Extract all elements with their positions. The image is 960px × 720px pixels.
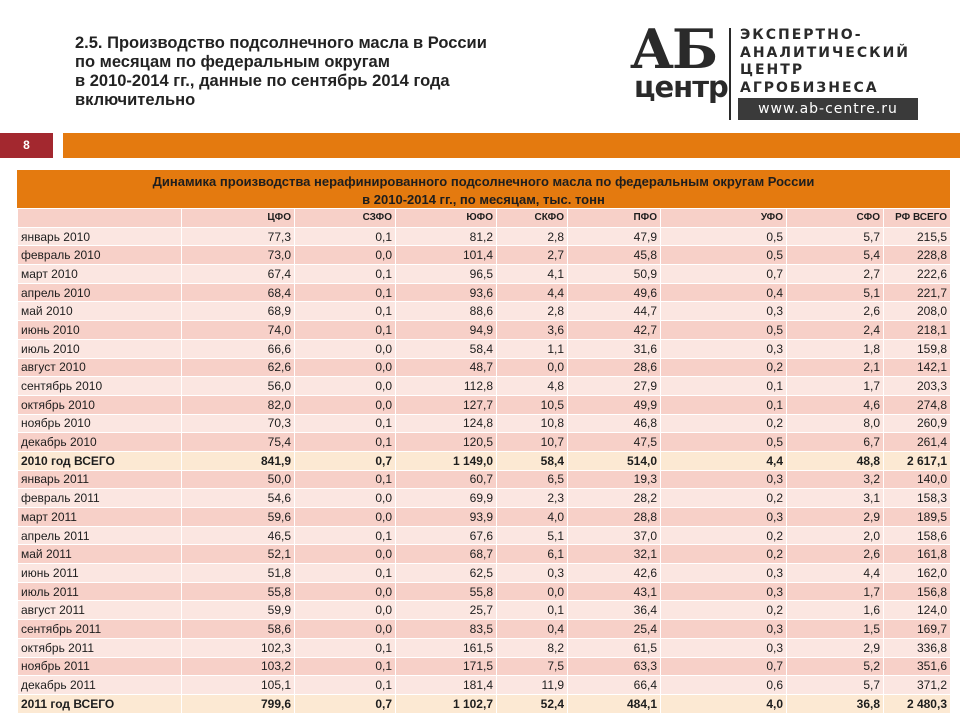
cell-value: 77,3: [182, 227, 295, 246]
table-row: [18, 564, 951, 583]
table-row: [18, 601, 951, 620]
cell-value: 68,9: [182, 302, 295, 321]
row-label: декабрь 2011: [18, 676, 182, 695]
cell-value: 162,0: [884, 564, 951, 583]
cell-value: 4,4: [497, 283, 568, 302]
cell-value: 218,1: [884, 321, 951, 340]
cell-value: 0,1: [497, 601, 568, 620]
cell-value: 52,1: [182, 545, 295, 564]
cell-value: 0,0: [295, 582, 396, 601]
cell-value: 5,7: [787, 227, 884, 246]
cell-value: 0,2: [661, 545, 787, 564]
cell-value: 68,7: [396, 545, 497, 564]
column-header: ЦФО: [182, 209, 295, 228]
cell-value: 74,0: [182, 321, 295, 340]
cell-value: 215,5: [884, 227, 951, 246]
cell-value: 112,8: [396, 377, 497, 396]
cell-value: 0,1: [661, 377, 787, 396]
logo-caption-line: АГРОБИЗНЕСА: [740, 79, 879, 96]
cell-value: 0,1: [295, 265, 396, 284]
logo-caption-line: АНАЛИТИЧЕСКИЙ: [740, 44, 911, 61]
cell-value: 0,0: [295, 395, 396, 414]
cell-value: 62,6: [182, 358, 295, 377]
cell-value: 2,8: [497, 227, 568, 246]
cell-value: 69,9: [396, 489, 497, 508]
cell-value: 124,0: [884, 601, 951, 620]
cell-value: 49,6: [568, 283, 661, 302]
cell-value: 120,5: [396, 433, 497, 452]
cell-value: 7,5: [497, 657, 568, 676]
cell-value: 208,0: [884, 302, 951, 321]
cell-value: 66,6: [182, 339, 295, 358]
row-label: 2010 год ВСЕГО: [18, 451, 182, 470]
cell-value: 101,4: [396, 246, 497, 265]
table-row: [18, 246, 951, 265]
row-label: март 2010: [18, 265, 182, 284]
cell-value: 0,2: [661, 526, 787, 545]
cell-value: 68,4: [182, 283, 295, 302]
row-label: июнь 2010: [18, 321, 182, 340]
cell-value: 0,3: [661, 638, 787, 657]
cell-value: 25,7: [396, 601, 497, 620]
data-table: [17, 208, 951, 714]
cell-value: 181,4: [396, 676, 497, 695]
cell-value: 6,5: [497, 470, 568, 489]
cell-value: 42,7: [568, 321, 661, 340]
cell-value: 36,8: [787, 694, 884, 713]
row-label: май 2010: [18, 302, 182, 321]
cell-value: 88,6: [396, 302, 497, 321]
table-row: [18, 638, 951, 657]
cell-value: 0,0: [295, 339, 396, 358]
cell-value: 0,5: [661, 321, 787, 340]
row-label: январь 2011: [18, 470, 182, 489]
cell-value: 1,5: [787, 620, 884, 639]
slide-title: [75, 34, 575, 110]
table-row: [18, 377, 951, 396]
cell-value: 10,7: [497, 433, 568, 452]
cell-value: 105,1: [182, 676, 295, 695]
column-header: СЗФО: [295, 209, 396, 228]
row-label: октябрь 2011: [18, 638, 182, 657]
cell-value: 1,6: [787, 601, 884, 620]
cell-value: 45,8: [568, 246, 661, 265]
cell-value: 4,4: [661, 451, 787, 470]
cell-value: 2,8: [497, 302, 568, 321]
cell-value: 46,8: [568, 414, 661, 433]
cell-value: 0,0: [295, 508, 396, 527]
cell-value: 0,7: [661, 265, 787, 284]
cell-value: 0,0: [295, 489, 396, 508]
cell-value: 28,8: [568, 508, 661, 527]
cell-value: 2,6: [787, 545, 884, 564]
cell-value: 6,7: [787, 433, 884, 452]
cell-value: 59,9: [182, 601, 295, 620]
cell-value: 0,0: [295, 358, 396, 377]
cell-value: 2,7: [787, 265, 884, 284]
cell-value: 371,2: [884, 676, 951, 695]
table-title-line: в 2010-2014 гг., по месяцам, тыс. тонн: [362, 192, 605, 207]
row-label: сентябрь 2011: [18, 620, 182, 639]
cell-value: 0,3: [661, 339, 787, 358]
cell-value: 46,5: [182, 526, 295, 545]
cell-value: 52,4: [497, 694, 568, 713]
cell-value: 2,1: [787, 358, 884, 377]
cell-value: 0,5: [661, 227, 787, 246]
cell-value: 5,4: [787, 246, 884, 265]
logo-word-centr: центр: [634, 70, 728, 104]
cell-value: 0,3: [661, 470, 787, 489]
table-row: [18, 414, 951, 433]
cell-value: 54,6: [182, 489, 295, 508]
cell-value: 0,0: [295, 601, 396, 620]
cell-value: 2,3: [497, 489, 568, 508]
cell-value: 0,1: [295, 470, 396, 489]
cell-value: 0,3: [497, 564, 568, 583]
slide-title-line: включительно: [75, 91, 196, 109]
row-label: февраль 2011: [18, 489, 182, 508]
ab-centre-logo: [630, 17, 930, 122]
cell-value: 83,5: [396, 620, 497, 639]
cell-value: 47,5: [568, 433, 661, 452]
cell-value: 0,1: [295, 302, 396, 321]
page-number: 8: [0, 133, 53, 158]
row-label: апрель 2011: [18, 526, 182, 545]
cell-value: 261,4: [884, 433, 951, 452]
cell-value: 221,7: [884, 283, 951, 302]
cell-value: 0,7: [295, 451, 396, 470]
logo-caption-line: ЭКСПЕРТНО-: [740, 27, 863, 43]
cell-value: 42,6: [568, 564, 661, 583]
cell-value: 161,8: [884, 545, 951, 564]
cell-value: 0,6: [661, 676, 787, 695]
cell-value: 2,6: [787, 302, 884, 321]
cell-value: 0,1: [295, 638, 396, 657]
cell-value: 158,3: [884, 489, 951, 508]
cell-value: 4,0: [497, 508, 568, 527]
cell-value: 0,1: [295, 564, 396, 583]
table-row: [18, 657, 951, 676]
cell-value: 0,3: [661, 508, 787, 527]
table-row: [18, 676, 951, 695]
column-header: [18, 209, 182, 228]
cell-value: 841,9: [182, 451, 295, 470]
cell-value: 103,2: [182, 657, 295, 676]
table-row: [18, 358, 951, 377]
cell-value: 274,8: [884, 395, 951, 414]
cell-value: 6,1: [497, 545, 568, 564]
row-label: март 2011: [18, 508, 182, 527]
table-row: [18, 620, 951, 639]
header-divider-bar: [63, 133, 960, 158]
cell-value: 61,5: [568, 638, 661, 657]
cell-value: 222,6: [884, 265, 951, 284]
row-label: август 2010: [18, 358, 182, 377]
cell-value: 55,8: [396, 582, 497, 601]
table-total-row: [18, 694, 951, 713]
row-label: сентябрь 2010: [18, 377, 182, 396]
cell-value: 70,3: [182, 414, 295, 433]
cell-value: 62,5: [396, 564, 497, 583]
logo-letters-ab: АБ: [630, 17, 717, 81]
row-label: август 2011: [18, 601, 182, 620]
cell-value: 161,5: [396, 638, 497, 657]
cell-value: 27,9: [568, 377, 661, 396]
cell-value: 0,0: [295, 545, 396, 564]
cell-value: 0,2: [661, 489, 787, 508]
row-label: декабрь 2010: [18, 433, 182, 452]
cell-value: 169,7: [884, 620, 951, 639]
cell-value: 51,8: [182, 564, 295, 583]
cell-value: 56,0: [182, 377, 295, 396]
table-row: [18, 526, 951, 545]
cell-value: 0,0: [497, 582, 568, 601]
table-row: [18, 470, 951, 489]
row-label: февраль 2010: [18, 246, 182, 265]
table-row: [18, 508, 951, 527]
cell-value: 203,3: [884, 377, 951, 396]
cell-value: 31,6: [568, 339, 661, 358]
row-label: май 2011: [18, 545, 182, 564]
cell-value: 4,6: [787, 395, 884, 414]
cell-value: 32,1: [568, 545, 661, 564]
cell-value: 159,8: [884, 339, 951, 358]
cell-value: 0,3: [661, 582, 787, 601]
cell-value: 2,7: [497, 246, 568, 265]
row-label: 2011 год ВСЕГО: [18, 694, 182, 713]
table-row: [18, 545, 951, 564]
cell-value: 4,8: [497, 377, 568, 396]
row-label: апрель 2010: [18, 283, 182, 302]
cell-value: 5,1: [787, 283, 884, 302]
table-row: [18, 395, 951, 414]
cell-value: 19,3: [568, 470, 661, 489]
cell-value: 0,2: [661, 601, 787, 620]
cell-value: 1,1: [497, 339, 568, 358]
cell-value: 50,0: [182, 470, 295, 489]
row-label: июль 2010: [18, 339, 182, 358]
cell-value: 1 102,7: [396, 694, 497, 713]
table-row: [18, 339, 951, 358]
cell-value: 94,9: [396, 321, 497, 340]
row-label: ноябрь 2010: [18, 414, 182, 433]
cell-value: 4,4: [787, 564, 884, 583]
cell-value: 0,4: [661, 283, 787, 302]
table-row: [18, 489, 951, 508]
table-title: [17, 170, 950, 208]
logo-caption-line: ЦЕНТР: [740, 62, 805, 78]
cell-value: 81,2: [396, 227, 497, 246]
cell-value: 55,8: [182, 582, 295, 601]
cell-value: 0,0: [295, 620, 396, 639]
cell-value: 2,9: [787, 508, 884, 527]
row-label: июль 2011: [18, 582, 182, 601]
cell-value: 140,0: [884, 470, 951, 489]
table-row: [18, 433, 951, 452]
cell-value: 1,7: [787, 377, 884, 396]
cell-value: 336,8: [884, 638, 951, 657]
cell-value: 171,5: [396, 657, 497, 676]
cell-value: 0,5: [661, 433, 787, 452]
cell-value: 60,7: [396, 470, 497, 489]
slide-title-line: 2.5. Производство подсолнечного масла в России: [75, 34, 487, 52]
cell-value: 0,1: [295, 414, 396, 433]
cell-value: 28,2: [568, 489, 661, 508]
cell-value: 58,4: [396, 339, 497, 358]
cell-value: 1,7: [787, 582, 884, 601]
cell-value: 351,6: [884, 657, 951, 676]
cell-value: 189,5: [884, 508, 951, 527]
cell-value: 0,1: [661, 395, 787, 414]
logo-caption: [740, 27, 910, 97]
table-title-line: Динамика производства нерафинированного подсолнечного масла по федеральным округам России: [152, 174, 815, 189]
cell-value: 127,7: [396, 395, 497, 414]
row-label: июнь 2011: [18, 564, 182, 583]
cell-value: 63,3: [568, 657, 661, 676]
cell-value: 67,6: [396, 526, 497, 545]
cell-value: 799,6: [182, 694, 295, 713]
cell-value: 0,1: [295, 433, 396, 452]
cell-value: 0,3: [661, 302, 787, 321]
cell-value: 8,2: [497, 638, 568, 657]
cell-value: 124,8: [396, 414, 497, 433]
cell-value: 93,6: [396, 283, 497, 302]
cell-value: 43,1: [568, 582, 661, 601]
cell-value: 0,4: [497, 620, 568, 639]
cell-value: 5,2: [787, 657, 884, 676]
column-header: ЮФО: [396, 209, 497, 228]
cell-value: 8,0: [787, 414, 884, 433]
cell-value: 0,1: [295, 657, 396, 676]
cell-value: 59,6: [182, 508, 295, 527]
cell-value: 484,1: [568, 694, 661, 713]
cell-value: 96,5: [396, 265, 497, 284]
cell-value: 0,0: [295, 246, 396, 265]
table-row: [18, 302, 951, 321]
cell-value: 58,4: [497, 451, 568, 470]
cell-value: 0,3: [661, 620, 787, 639]
column-header: СКФО: [497, 209, 568, 228]
cell-value: 2,0: [787, 526, 884, 545]
cell-value: 102,3: [182, 638, 295, 657]
slide-title-line: в 2010-2014 гг., данные по сентябрь 2014 года: [75, 72, 450, 90]
cell-value: 44,7: [568, 302, 661, 321]
cell-value: 0,1: [295, 526, 396, 545]
slide-title-line: по месяцам по федеральным округам: [75, 53, 390, 71]
cell-value: 0,1: [295, 283, 396, 302]
cell-value: 5,7: [787, 676, 884, 695]
cell-value: 0,1: [295, 227, 396, 246]
cell-value: 0,5: [661, 246, 787, 265]
cell-value: 0,7: [661, 657, 787, 676]
column-header: СФО: [787, 209, 884, 228]
logo-divider: [729, 28, 731, 120]
row-label: январь 2010: [18, 227, 182, 246]
cell-value: 156,8: [884, 582, 951, 601]
table-row: [18, 321, 951, 340]
cell-value: 228,8: [884, 246, 951, 265]
cell-value: 514,0: [568, 451, 661, 470]
cell-value: 2,9: [787, 638, 884, 657]
row-label: ноябрь 2011: [18, 657, 182, 676]
cell-value: 48,8: [787, 451, 884, 470]
cell-value: 37,0: [568, 526, 661, 545]
cell-value: 66,4: [568, 676, 661, 695]
cell-value: 0,1: [295, 676, 396, 695]
cell-value: 0,0: [497, 358, 568, 377]
cell-value: 0,2: [661, 414, 787, 433]
cell-value: 1 149,0: [396, 451, 497, 470]
cell-value: 10,5: [497, 395, 568, 414]
production-table: [17, 170, 950, 714]
table-total-row: [18, 451, 951, 470]
cell-value: 28,6: [568, 358, 661, 377]
cell-value: 0,0: [295, 377, 396, 396]
cell-value: 5,1: [497, 526, 568, 545]
cell-value: 48,7: [396, 358, 497, 377]
cell-value: 11,9: [497, 676, 568, 695]
cell-value: 50,9: [568, 265, 661, 284]
cell-value: 75,4: [182, 433, 295, 452]
table-row: [18, 227, 951, 246]
cell-value: 1,8: [787, 339, 884, 358]
cell-value: 158,6: [884, 526, 951, 545]
cell-value: 2 480,3: [884, 694, 951, 713]
column-header: РФ ВСЕГО: [884, 209, 951, 228]
cell-value: 3,1: [787, 489, 884, 508]
table-body: [18, 209, 951, 714]
cell-value: 67,4: [182, 265, 295, 284]
cell-value: 73,0: [182, 246, 295, 265]
column-header: УФО: [661, 209, 787, 228]
cell-value: 0,7: [295, 694, 396, 713]
table-row: [18, 582, 951, 601]
logo-url: www.ab-centre.ru: [738, 98, 918, 120]
cell-value: 93,9: [396, 508, 497, 527]
cell-value: 3,6: [497, 321, 568, 340]
cell-value: 142,1: [884, 358, 951, 377]
cell-value: 10,8: [497, 414, 568, 433]
cell-value: 49,9: [568, 395, 661, 414]
cell-value: 4,1: [497, 265, 568, 284]
cell-value: 3,2: [787, 470, 884, 489]
cell-value: 0,2: [661, 358, 787, 377]
cell-value: 260,9: [884, 414, 951, 433]
column-header: ПФО: [568, 209, 661, 228]
cell-value: 2,4: [787, 321, 884, 340]
cell-value: 25,4: [568, 620, 661, 639]
cell-value: 0,3: [661, 564, 787, 583]
cell-value: 58,6: [182, 620, 295, 639]
cell-value: 4,0: [661, 694, 787, 713]
table-row: [18, 283, 951, 302]
cell-value: 36,4: [568, 601, 661, 620]
cell-value: 82,0: [182, 395, 295, 414]
cell-value: 47,9: [568, 227, 661, 246]
table-row: [18, 265, 951, 284]
cell-value: 2 617,1: [884, 451, 951, 470]
cell-value: 0,1: [295, 321, 396, 340]
table-header-row: [18, 209, 951, 228]
row-label: октябрь 2010: [18, 395, 182, 414]
